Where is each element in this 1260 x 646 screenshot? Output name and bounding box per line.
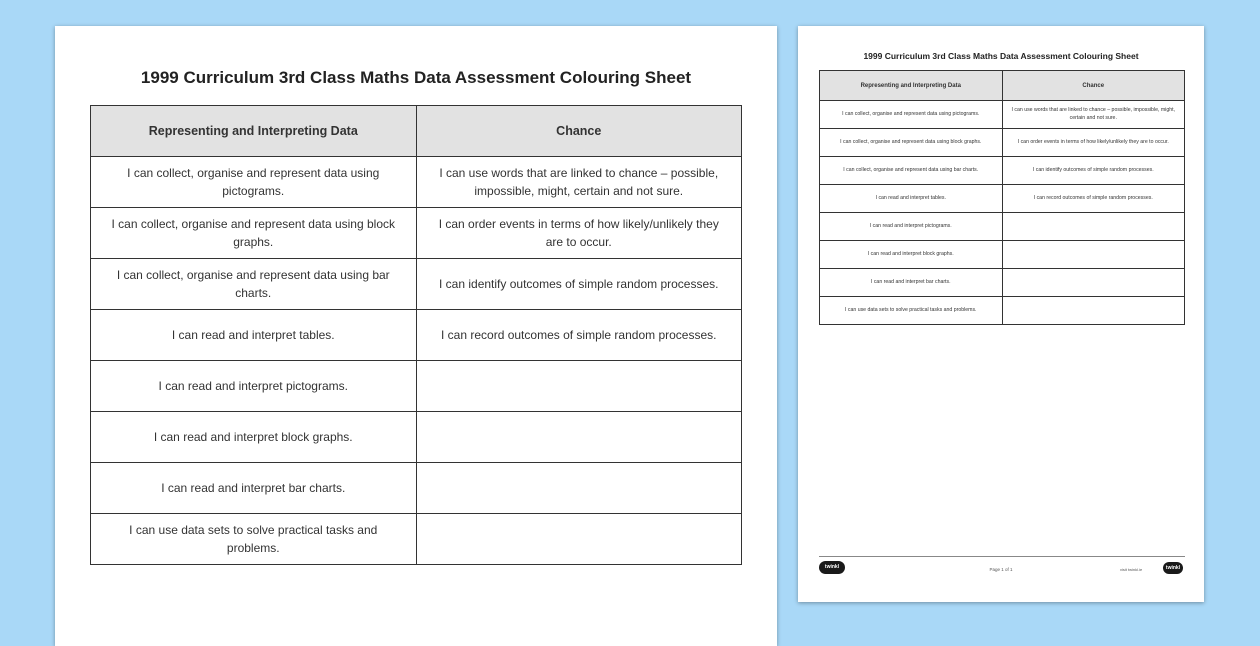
table-row bbox=[820, 241, 1185, 269]
footer-link: visit twinkl.ie bbox=[1120, 567, 1143, 572]
table-cell[interactable]: I can read and interpret pictograms. bbox=[91, 361, 417, 412]
table-cell[interactable]: I can collect, organise and represent data using pictograms. bbox=[91, 157, 417, 208]
table-cell[interactable] bbox=[416, 514, 742, 565]
table-cell: I can collect, organise and represent data using pictograms. bbox=[820, 101, 1003, 129]
table-cell[interactable]: I can read and interpret block graphs. bbox=[91, 412, 417, 463]
table-cell[interactable] bbox=[416, 412, 742, 463]
table-cell[interactable]: I can use data sets to solve practical tasks and problems. bbox=[91, 514, 417, 565]
table-cell: I can identify outcomes of simple random processes. bbox=[1002, 157, 1185, 185]
table-row bbox=[820, 297, 1185, 325]
table-cell: I can order events in terms of how likely/unlikely they are to occur. bbox=[1002, 129, 1185, 157]
table-row bbox=[820, 213, 1185, 241]
page-number: Page 1 of 1 bbox=[989, 567, 1013, 572]
worksheet-title: 1999 Curriculum 3rd Class Maths Data Assessment Colouring Sheet bbox=[140, 68, 692, 87]
table-row bbox=[91, 259, 742, 310]
column-header-representing: Representing and Interpreting Data bbox=[820, 71, 1003, 101]
assessment-table bbox=[90, 105, 742, 565]
table-cell: I can collect, organise and represent data using block graphs. bbox=[820, 129, 1003, 157]
table-row bbox=[91, 310, 742, 361]
table-cell[interactable]: I can record outcomes of simple random processes. bbox=[416, 310, 742, 361]
table-cell bbox=[1002, 297, 1185, 325]
table-cell: I can use data sets to solve practical tasks and problems. bbox=[820, 297, 1003, 325]
table-row bbox=[91, 412, 742, 463]
thumbnail-table bbox=[819, 70, 1185, 325]
table-cell bbox=[1002, 269, 1185, 297]
table-cell: I can record outcomes of simple random processes. bbox=[1002, 185, 1185, 213]
footer-divider bbox=[819, 556, 1185, 557]
table-cell[interactable]: I can collect, organise and represent data using block graphs. bbox=[91, 208, 417, 259]
column-header-chance: Chance bbox=[1002, 71, 1185, 101]
table-cell: I can read and interpret pictograms. bbox=[820, 213, 1003, 241]
table-row bbox=[820, 129, 1185, 157]
table-row bbox=[91, 157, 742, 208]
table-row bbox=[820, 269, 1185, 297]
thumbnail-title: 1999 Curriculum 3rd Class Maths Data Assessment Colouring Sheet bbox=[863, 51, 1139, 61]
table-row bbox=[820, 101, 1185, 129]
table-cell bbox=[1002, 241, 1185, 269]
column-header-representing: Representing and Interpreting Data bbox=[91, 106, 417, 157]
twinkl-logo: twinkl bbox=[819, 561, 845, 574]
table-cell[interactable]: I can collect, organise and represent data using bar charts. bbox=[91, 259, 417, 310]
table-cell: I can use words that are linked to chance – possible, impossible, might, certain and not sure. bbox=[1002, 101, 1185, 129]
table-row bbox=[91, 208, 742, 259]
table-cell[interactable]: I can identify outcomes of simple random processes. bbox=[416, 259, 742, 310]
table-row bbox=[820, 185, 1185, 213]
table-cell: I can read and interpret bar charts. bbox=[820, 269, 1003, 297]
table-cell[interactable] bbox=[416, 361, 742, 412]
twinkl-logo-small: twinkl bbox=[1163, 562, 1183, 574]
table-cell: I can read and interpret block graphs. bbox=[820, 241, 1003, 269]
table-cell[interactable]: I can read and interpret tables. bbox=[91, 310, 417, 361]
worksheet-thumbnail bbox=[798, 26, 1204, 602]
table-cell[interactable]: I can order events in terms of how likely/unlikely they are to occur. bbox=[416, 208, 742, 259]
column-header-chance: Chance bbox=[416, 106, 742, 157]
table-cell bbox=[1002, 213, 1185, 241]
table-cell[interactable] bbox=[416, 463, 742, 514]
table-cell[interactable]: I can use words that are linked to chance – possible, impossible, might, certain and not sure. bbox=[416, 157, 742, 208]
table-row bbox=[820, 157, 1185, 185]
table-cell: I can collect, organise and represent data using bar charts. bbox=[820, 157, 1003, 185]
table-cell: I can read and interpret tables. bbox=[820, 185, 1003, 213]
table-row bbox=[91, 463, 742, 514]
worksheet-large bbox=[55, 26, 777, 646]
table-row bbox=[91, 361, 742, 412]
table-cell[interactable]: I can read and interpret bar charts. bbox=[91, 463, 417, 514]
table-row bbox=[91, 514, 742, 565]
